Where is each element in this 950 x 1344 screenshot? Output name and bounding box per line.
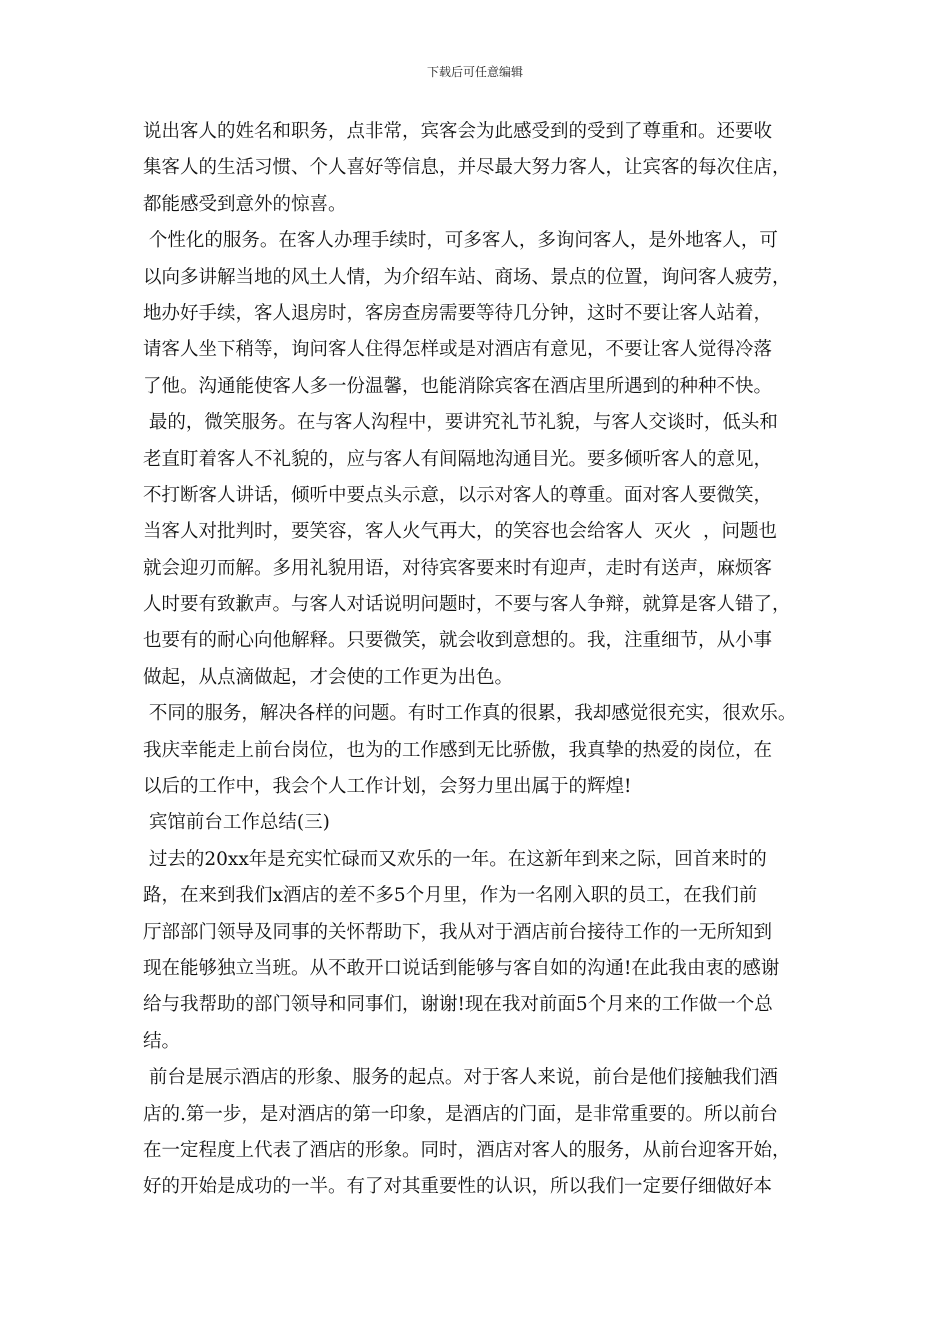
text-line: 我庆幸能走上前台岗位，也为的工作感到无比骄傲，我真挚的热爱的岗位，在 [143,739,773,761]
text-line: 在一定程度上代表了酒店的形象。同时，酒店对客人的服务，从前台迎客开始， [143,1139,791,1161]
text-line: 也要有的耐心向他解释。只要微笑，就会收到意想的。我，注重细节，从小事 [143,630,773,652]
text-line: 路，在来到我们x酒店的差不多5个月里，作为一名刚入职的员工，在我们前 [143,885,758,907]
text-line: 厅部部门领导及同事的关怀帮助下，我从对于酒店前台接待工作的一无所知到 [143,921,773,943]
text-line: 地办好手续，客人退房时，客房查房需要等待几分钟，这时不要让客人站着， [143,302,773,324]
text-line: 前台是展示酒店的形象、服务的起点。对于客人来说，前台是他们接触我们酒 [143,1067,778,1089]
text-line: 都能感受到意外的惊喜。 [143,193,347,215]
text-line: 说出客人的姓名和职务，点非常，宾客会为此感受到的受到了尊重和。还要收 [143,121,773,142]
text-line: 人时要有致歉声。与客人对话说明问题时，不要与客人争辩，就算是客人错了， [143,594,791,616]
text-line: 现在能够独立当班。从不敢开口说话到能够与客自如的沟通!在此我由衷的感谢 [143,957,780,979]
text-line: 了他。沟通能使客人多一份温馨，也能消除宾客在酒店里所遇到的种种不快。 [143,375,773,397]
text-line: 最的，微笑服务。在与客人沟程中，要讲究礼节礼貌，与客人交谈时，低头和 [143,412,778,434]
text-line: 以后的工作中，我会个人工作计划，会努力里出属于的辉煌! [143,776,632,798]
text-line: 不同的服务，解决各样的问题。有时工作真的很累，我却感觉很充实，很欢乐。 [143,703,797,725]
text-line: 好的开始是成功的一半。有了对其重要性的认识，所以我们一定要仔细做好本 [143,1176,773,1198]
text-line: 就会迎刃而解。多用礼貌用语，对待宾客要来时有迎声，走时有送声，麻烦客 [143,557,773,579]
text-line: 集客人的生活习惯、个人喜好等信息，并尽最大努力客人，让宾客的每次住店， [143,157,791,179]
text-line: 宾馆前台工作总结(三) [143,812,330,834]
text-line: 结。 [143,1030,181,1052]
document-body [143,114,815,1206]
text-line: 过去的20xx年是充实忙碌而又欢乐的一年。在这新年到来之际，回首来时的 [143,848,767,870]
text-line: 不打断客人讲话，倾听中要点头示意，以示对客人的尊重。面对客人要微笑， [143,484,773,506]
text-line: 做起，从点滴做起，才会使的工作更为出色。 [143,666,514,688]
text-line: 老直盯着客人不礼貌的，应与客人有间隔地沟通目光。要多倾听客人的意见， [143,448,773,470]
text-line: 以向多讲解当地的风土人情，为介绍车站、商场、景点的位置，询问客人疲劳， [143,266,791,288]
text-line: 个性化的服务。在客人办理手续时，可多客人，多询问客人，是外地客人，可 [143,230,778,252]
text-line: 给与我帮助的部门领导和同事们，谢谢!现在我对前面5个月来的工作做一个总 [143,994,773,1016]
text-line: 当客人对批判时，要笑容，客人火气再大，的笑容也会给客人 灭火 ，问题也 [143,521,778,543]
page-header: 下载后可任意编辑 [426,65,523,79]
text-line: 店的.第一步，是对酒店的第一印象，是酒店的门面，是非常重要的。所以前台 [143,1103,778,1125]
text-line: 请客人坐下稍等，询问客人住得怎样或是对酒店有意见，不要让客人觉得冷落 [143,339,773,361]
